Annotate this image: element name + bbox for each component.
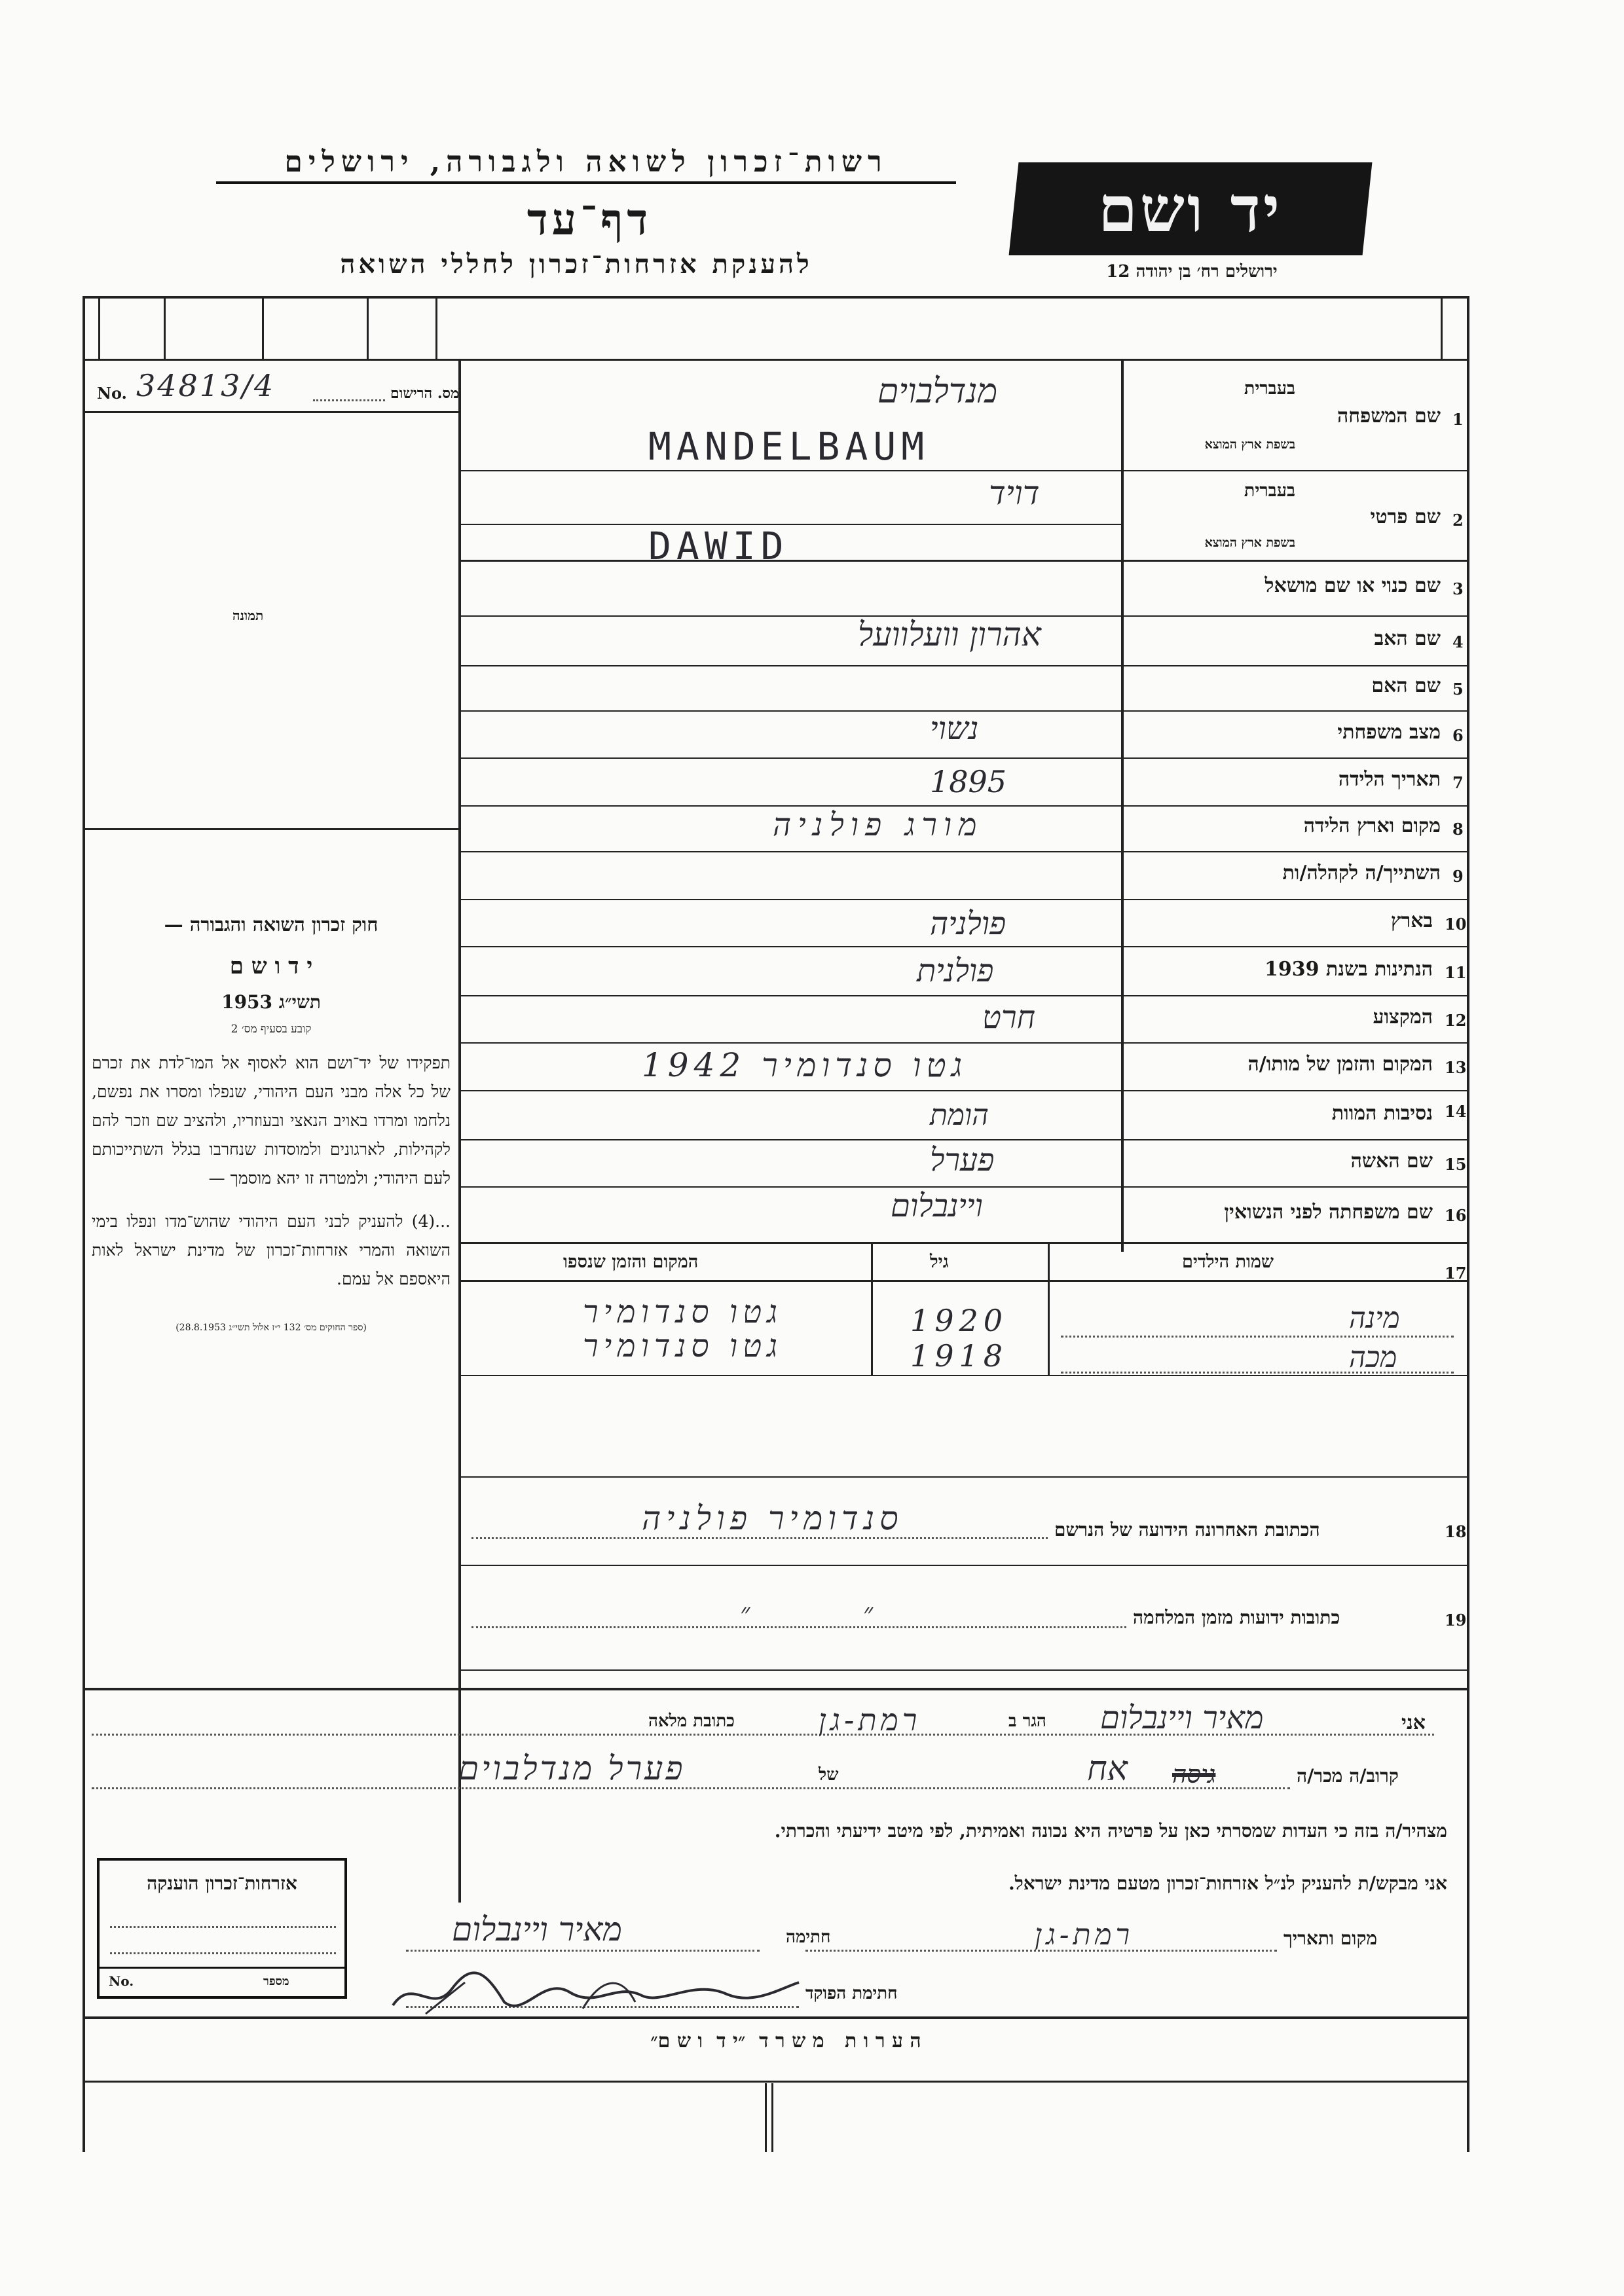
- field-number: 10: [1445, 915, 1467, 934]
- field-label-first-name: שם פרטי: [1370, 505, 1441, 528]
- father-name-value: אהרון וועלוועל: [858, 615, 1041, 653]
- child-name: מכה: [1349, 1341, 1397, 1374]
- law-title: חוק זכרון השואה והגבורה —: [164, 913, 378, 936]
- field-label-last-address: הכתובת האחרונה הידועה של הנרשם: [1054, 1519, 1320, 1540]
- field-label-death-circumstances: נסיבות המוות: [1331, 1102, 1433, 1125]
- law-year: תשי״ג 1953: [221, 991, 321, 1013]
- place-date-value: רמת-גן: [1035, 1918, 1134, 1952]
- field-number: 2: [1452, 511, 1464, 530]
- officer-signature-label: חתימת הפוקד: [805, 1984, 898, 2003]
- field-number: 4: [1452, 632, 1464, 651]
- field-row-5: [1121, 665, 1467, 710]
- declaration-statement-2: אני מבקש/ת להעניק לנ״ל אזרחות־זכרון מטעם מדינת ישראל.: [1008, 1872, 1447, 1894]
- declaration-lives-in: הגר ב: [1008, 1711, 1046, 1731]
- death-place-value: גטו סנדומיר 1942: [642, 1046, 968, 1084]
- field-number: 3: [1452, 579, 1464, 598]
- citizenship-value: פולנית: [917, 953, 994, 989]
- law-source: (ספר החוקים מס׳ 132 י״ז אלול תשי״ג 28.8.1953): [175, 1322, 367, 1333]
- field-number: 16: [1445, 1206, 1467, 1225]
- grant-no-label: No.: [109, 1973, 134, 1989]
- field-row-1: [1121, 359, 1467, 470]
- child-place: גטו סנדומיר: [583, 1328, 783, 1364]
- field-label-marital-status: מצב משפחתי: [1337, 721, 1441, 744]
- field-label-birth-place: מקום וארץ הלידה: [1303, 814, 1441, 837]
- field-number: 12: [1445, 1011, 1467, 1030]
- grant-box: [97, 1858, 347, 1999]
- marital-status-value: נשוי: [930, 710, 979, 747]
- yad-vashem-logo: [1009, 162, 1373, 255]
- officer-signature-scribble: [386, 1956, 805, 2022]
- signature-label: חתימה: [786, 1927, 831, 1947]
- field-row-2: [1121, 470, 1467, 560]
- field-number: 14: [1445, 1102, 1467, 1121]
- field-label-maiden-name: שם משפחתה לפני הנשואין: [1224, 1201, 1433, 1224]
- children-col-names: שמות הילדים: [1182, 1252, 1274, 1272]
- field-number: 11: [1445, 963, 1467, 982]
- field-label-country: בארץ: [1390, 909, 1433, 932]
- children-col-place: המקום והזמן שנספו: [563, 1252, 699, 1272]
- field-row-14: [1121, 1090, 1467, 1139]
- field-number: 8: [1452, 820, 1464, 839]
- law-box: [92, 913, 451, 1334]
- declaration-of: של: [819, 1765, 839, 1785]
- grant-number-label: מספר: [263, 1975, 289, 1988]
- field-label-death-place-time: המקום והזמן של מותו/ה: [1247, 1053, 1433, 1076]
- field-sub-hebrew: בעברית: [1244, 378, 1295, 399]
- declaration-address-label: כתובת מלאה: [648, 1711, 735, 1731]
- photo-label: תמונה: [232, 608, 264, 623]
- child-name: מינה: [1349, 1302, 1400, 1335]
- field-number: 1: [1452, 410, 1464, 429]
- office-remarks-title: ה ע ר ו ת מ ש ר ד ״י ד ו ש ם״: [650, 2030, 921, 2052]
- place-date-label: מקום ותאריך: [1283, 1927, 1378, 1949]
- field-row-8: [1121, 805, 1467, 851]
- field-label-citizenship: הנתינות בשנת 1939: [1264, 958, 1433, 981]
- child-place: גטו סנדומיר: [583, 1294, 783, 1330]
- field-row-16: [1121, 1186, 1467, 1242]
- authority-title: רשות־זכרון לשואה ולגבורה, ירושלים: [216, 145, 956, 184]
- birth-date-value: 1895: [930, 764, 1007, 799]
- declarant-name: מאיר ויינבלום: [1100, 1700, 1264, 1736]
- field-row-7: [1121, 757, 1467, 805]
- logo-text: יד ושם: [1098, 172, 1283, 246]
- grant-box-title: אזרחות־זכרון הוענקה: [147, 1872, 297, 1894]
- field-row-12: [1121, 995, 1467, 1042]
- law-text-2: ...(4) להעניק לבני העם היהודי שהוש־מדו ונפלו בימי השואה והמרי אזרחות־זכרון של מדינת ישראל לאות היאספם אל עמם.: [92, 1212, 451, 1288]
- declarant-city: רמת-גן: [819, 1702, 921, 1738]
- relation-value: אח: [1087, 1749, 1128, 1789]
- field-number: 6: [1452, 726, 1464, 745]
- field-label-family-name: שם המשפחה: [1337, 405, 1441, 428]
- declaration-ani: אני: [1401, 1711, 1426, 1734]
- registration-number: 34813/4: [136, 368, 276, 403]
- country-value: פולניה: [930, 905, 1006, 942]
- field-row-11: [1121, 946, 1467, 995]
- header-address: ירושלים רח׳ בן יהודה 12: [1106, 262, 1278, 282]
- children-col-age: גיל: [930, 1252, 949, 1272]
- field-row-9: [1121, 851, 1467, 899]
- registration-no-label: No.: [97, 384, 127, 403]
- family-name-latin: MANDELBAUM: [648, 424, 930, 469]
- registration-label: מס. הרישום: [390, 385, 460, 402]
- field-number: 19: [1445, 1611, 1467, 1630]
- field-number: 7: [1452, 773, 1464, 792]
- child-age: 1918: [910, 1338, 1008, 1374]
- form-title: דף־עד: [526, 194, 652, 245]
- field-number: 18: [1445, 1522, 1467, 1541]
- field-row-4: [1121, 615, 1467, 665]
- law-name: י ד ו ש ם: [229, 953, 313, 979]
- field-label-wartime-addresses: כתובות ידועות מזמן המלחמה: [1133, 1607, 1340, 1628]
- declarant-signature: מאיר ויינבלום: [452, 1910, 622, 1948]
- death-circumstances-value: הומת: [930, 1099, 989, 1132]
- field-row-13: [1121, 1042, 1467, 1090]
- first-name-hebrew: דויד: [989, 474, 1040, 512]
- declaration-statement-1: מצהיר/ה בזה כי העדות שמסרתי כאן על פרטיה היא נכונה ואמיתית, לפי מיטב ידיעתי והכרתי.: [774, 1820, 1447, 1842]
- field-sub-origin: בשפת ארץ המוצא: [1204, 536, 1295, 550]
- field-row-6: [1121, 710, 1467, 757]
- field-row-10: [1121, 899, 1467, 946]
- field-number: 15: [1445, 1155, 1467, 1174]
- child-age: 1920: [910, 1303, 1008, 1338]
- birth-place-value: מורג פולניה: [773, 807, 984, 843]
- form-subtitle: להענקת אזרחות־זכרון לחללי השואה: [340, 249, 813, 280]
- field-sub-origin: בשפת ארץ המוצא: [1204, 437, 1295, 452]
- family-name-hebrew: מנדלבוים: [877, 372, 998, 411]
- field-number: 5: [1452, 680, 1464, 699]
- profession-value: חרט: [982, 999, 1035, 1036]
- field-number: 17: [1445, 1264, 1467, 1283]
- maiden-name-value: ויינבלום: [891, 1188, 983, 1224]
- field-number: 13: [1445, 1058, 1467, 1077]
- field-number: 9: [1452, 867, 1464, 886]
- wife-name-value: פערל: [930, 1142, 995, 1178]
- field-label-father-name: שם האב: [1374, 627, 1441, 650]
- field-row-3: [1121, 560, 1467, 615]
- registration-field: [97, 368, 460, 405]
- field-row-15: [1121, 1139, 1467, 1186]
- field-sub-hebrew: בעברית: [1244, 481, 1295, 501]
- law-text-1: תפקידו של יד־ושם הוא לאסוף אל המו־לדת את זכרם של כל אלה מבני העם היהודי, שנפלו ומסרו את נפשם, נלחמו ומרדו באויב הנאצי ובעוזריו, ולהציב שם וזכר להם לקהילות, לארגונים ולמוסדות שנחרבו בגלל השתייכותם לעם היהודי; ולמטרה זו יהא מוסמך —: [92, 1053, 451, 1188]
- relative-of-value: פערל מנדלבוים: [458, 1749, 686, 1787]
- field-label-wife-name: שם האשה: [1350, 1150, 1433, 1173]
- law-clause: קובע בסעיף מס׳ 2: [231, 1023, 312, 1036]
- wartime-addresses-value: ״ ״: [740, 1598, 926, 1628]
- last-address-value: סנדומיר פולניה: [642, 1499, 904, 1537]
- first-name-latin: DAWID: [648, 524, 789, 568]
- declaration-relative-label: קרוב/ה מכר/ה: [1297, 1765, 1399, 1787]
- field-label-alias: שם כנוי או שם מושאל: [1264, 574, 1441, 597]
- field-label-profession: המקצוע: [1373, 1006, 1433, 1029]
- relation-struck: גיסה: [1172, 1760, 1216, 1789]
- field-label-mother-name: שם האם: [1371, 674, 1441, 697]
- field-label-birth-date: תאריך הלידה: [1338, 768, 1441, 791]
- field-label-community: השתייך/ה לקהלה/ות: [1282, 862, 1441, 884]
